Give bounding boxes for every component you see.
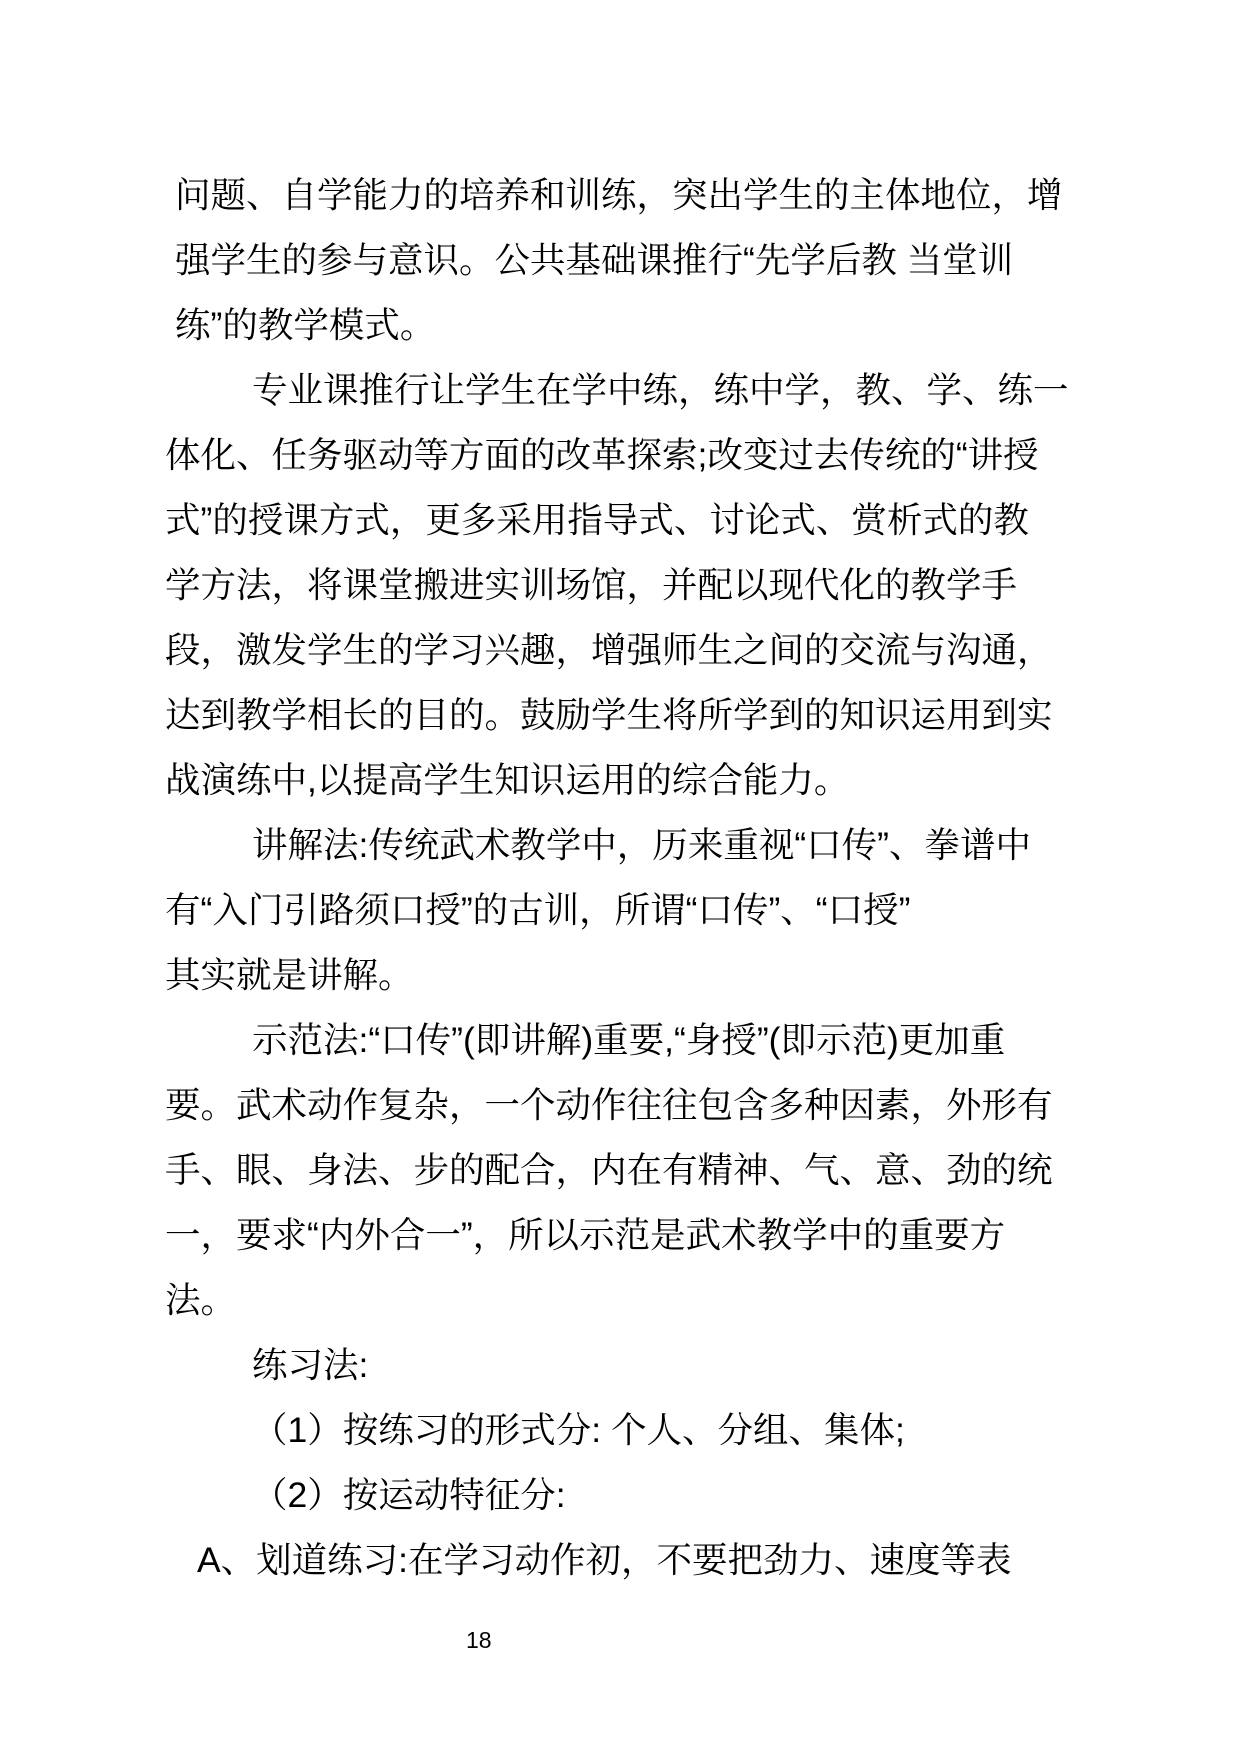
document-body bbox=[165, 163, 1074, 1593]
text-line: 体化、任务驱动等方面的改革探索;改变过去传统的“讲授 bbox=[165, 435, 1039, 475]
text-line: 段，激发学生的学习兴趣，增强师生之间的交流与沟通， bbox=[165, 630, 1053, 670]
paragraph bbox=[165, 163, 1074, 358]
text-line: 讲解法:传统武术教学中，历来重视“口传”、拳谱中 bbox=[252, 825, 1032, 865]
text-line: 学方法，将课堂搬进实训场馆，并配以现代化的教学手 bbox=[165, 565, 1018, 605]
text-line: 练习法: bbox=[252, 1345, 369, 1385]
page-footer bbox=[0, 1624, 1240, 1664]
text-line: 其实就是讲解。 bbox=[165, 955, 414, 995]
text-line: 强学生的参与意识。公共基础课推行“先学后教 当堂训 bbox=[175, 240, 1014, 280]
text-line: 示范法:“口传”(即讲解)重要,“身授”(即示范)更加重 bbox=[252, 1020, 1006, 1060]
paragraph bbox=[165, 1333, 1074, 1398]
text-line: 练”的教学模式。 bbox=[175, 305, 436, 345]
text-line: A、划道练习:在学习动作初，不要把劲力、速度等表 bbox=[197, 1540, 1012, 1580]
text-line: （1）按练习的形式分: 个人、分组、集体; bbox=[252, 1410, 905, 1450]
paragraph bbox=[165, 1398, 1074, 1463]
text-line: 一，要求“内外合一”，所以示范是武术教学中的重要方 bbox=[165, 1215, 1006, 1255]
text-line: 式”的授课方式，更多采用指导式、讨论式、赏析式的教 bbox=[165, 500, 1029, 540]
text-line: 问题、自学能力的培养和训练，突出学生的主体地位，增 bbox=[175, 175, 1063, 215]
page-number: 18 bbox=[466, 1627, 492, 1653]
text-line: 专业课推行让学生在学中练，练中学，教、学、练一 bbox=[252, 370, 1069, 410]
text-line: 达到教学相长的目的。鼓励学生将所学到的知识运用到实 bbox=[165, 695, 1053, 735]
text-line: 要。武术动作复杂，一个动作往往包含多种因素，外形有 bbox=[165, 1085, 1053, 1125]
paragraph bbox=[165, 358, 1074, 813]
paragraph bbox=[165, 1463, 1074, 1528]
text-line: 法。 bbox=[165, 1280, 237, 1320]
paragraph bbox=[165, 1528, 1074, 1593]
text-line: 手、眼、身法、步的配合，内在有精神、气、意、劲的统 bbox=[165, 1150, 1053, 1190]
text-line: 有“入门引路须口授”的古训，所谓“口传”、“口授” bbox=[165, 890, 911, 930]
text-line: 战演练中,以提高学生知识运用的综合能力。 bbox=[165, 760, 850, 800]
paragraph bbox=[165, 813, 1074, 1008]
text-line: （2）按运动特征分: bbox=[252, 1475, 566, 1515]
paragraph bbox=[165, 1008, 1074, 1333]
